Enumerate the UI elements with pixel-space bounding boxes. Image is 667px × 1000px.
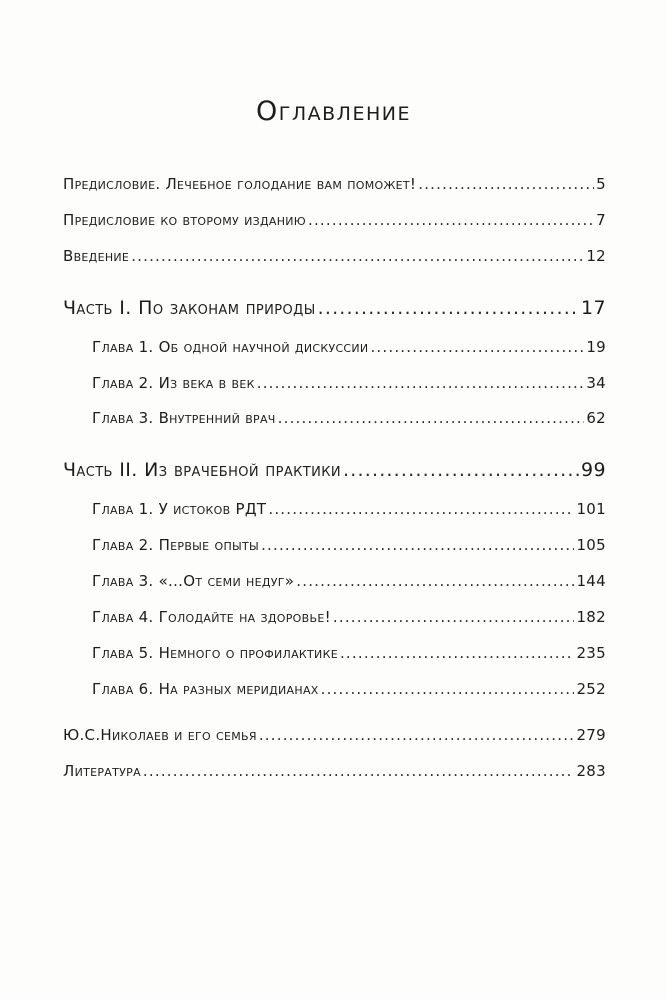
toc-entry-page: 235 xyxy=(576,644,606,662)
dot-leader xyxy=(340,644,575,662)
toc-entry-preface[interactable] xyxy=(63,175,606,193)
toc-entry-page: 101 xyxy=(576,500,606,518)
toc-entry-part-2-chapter-3[interactable] xyxy=(92,572,606,590)
toc-entry-label: Предисловие ко второму изданию xyxy=(63,211,306,229)
toc-entry-part-1-chapter-2[interactable] xyxy=(92,374,606,392)
toc-entry-page: 19 xyxy=(586,338,606,356)
dot-leader xyxy=(143,762,575,780)
toc-entry-part-2-chapter-4[interactable] xyxy=(92,608,606,626)
toc-entry-label: Глава 3. Внутренний врач xyxy=(92,409,276,427)
toc-entry-label: Часть II. Из врачебной практики xyxy=(63,459,341,481)
toc-entry-nikolaev-family[interactable] xyxy=(63,726,606,744)
toc-entry-label: Глава 2. Первые опыты xyxy=(92,536,260,554)
toc-entry-label: Предисловие. Лечебное голодание вам поможет! xyxy=(63,175,417,193)
toc-entry-label: Литература xyxy=(63,762,141,780)
dot-leader xyxy=(418,175,594,193)
dot-leader xyxy=(261,536,574,554)
toc-entry-page: 182 xyxy=(576,608,606,626)
toc-entry-page: 34 xyxy=(586,374,606,392)
toc-entry-part-2-chapter-6[interactable] xyxy=(92,680,606,698)
dot-leader xyxy=(370,338,584,356)
toc-entry-label: Часть I. По законам природы xyxy=(63,297,316,319)
page-title: Оглавление xyxy=(256,96,411,127)
toc-entry-label: Глава 4. Голодайте на здоровье! xyxy=(92,608,331,626)
toc-entry-page: 144 xyxy=(576,572,606,590)
toc-entry-preface-second-edition[interactable] xyxy=(63,211,606,229)
toc-entry-label: Глава 2. Из века в век xyxy=(92,374,255,392)
toc-entry-page: 99 xyxy=(581,459,606,481)
dot-leader xyxy=(333,608,575,626)
dot-leader xyxy=(259,726,575,744)
dot-leader xyxy=(268,500,574,518)
toc-entry-label: Глава 1. У истоков РДТ xyxy=(92,500,267,518)
toc-entry-introduction[interactable] xyxy=(63,247,606,265)
toc-entry-label: Глава 5. Немного о профилактике xyxy=(92,644,338,662)
toc-entry-label: Глава 1. Об одной научной дискуссии xyxy=(92,338,369,356)
toc-entry-part-1-chapter-3[interactable] xyxy=(92,409,606,427)
toc-entry-label: Ю.С.Николаев и его семья xyxy=(63,726,257,744)
toc-entry-page: 5 xyxy=(596,175,606,193)
dot-leader xyxy=(308,211,594,229)
toc-entry-page: 17 xyxy=(581,297,606,319)
dot-leader xyxy=(321,680,575,698)
toc-entry-page: 279 xyxy=(576,726,606,744)
toc-entry-page: 252 xyxy=(576,680,606,698)
toc-entry-part-1-chapter-1[interactable] xyxy=(92,338,606,356)
toc-entry-part-2-chapter-2[interactable] xyxy=(92,536,606,554)
dot-leader xyxy=(318,297,579,319)
toc-entry-page: 12 xyxy=(586,247,606,265)
toc-entry-part-2-chapter-5[interactable] xyxy=(92,644,606,662)
toc-entry-page: 7 xyxy=(596,211,606,229)
toc-entry-label: Введение xyxy=(63,247,130,265)
toc-entry-literature[interactable] xyxy=(63,762,606,780)
toc-entry-label: Глава 6. На разных меридианах xyxy=(92,680,319,698)
dot-leader xyxy=(343,459,579,481)
dot-leader xyxy=(257,374,585,392)
toc-entry-page: 62 xyxy=(586,409,606,427)
toc-entry-part-2[interactable] xyxy=(63,459,606,481)
toc-entry-page: 105 xyxy=(576,536,606,554)
dot-leader xyxy=(131,247,584,265)
toc-entry-label: Глава 3. «...От семи недуг» xyxy=(92,572,295,590)
toc-entry-part-1[interactable] xyxy=(63,297,606,319)
toc-entry-part-2-chapter-1[interactable] xyxy=(92,500,606,518)
dot-leader xyxy=(296,572,574,590)
toc-entry-page: 283 xyxy=(576,762,606,780)
dot-leader xyxy=(278,409,585,427)
